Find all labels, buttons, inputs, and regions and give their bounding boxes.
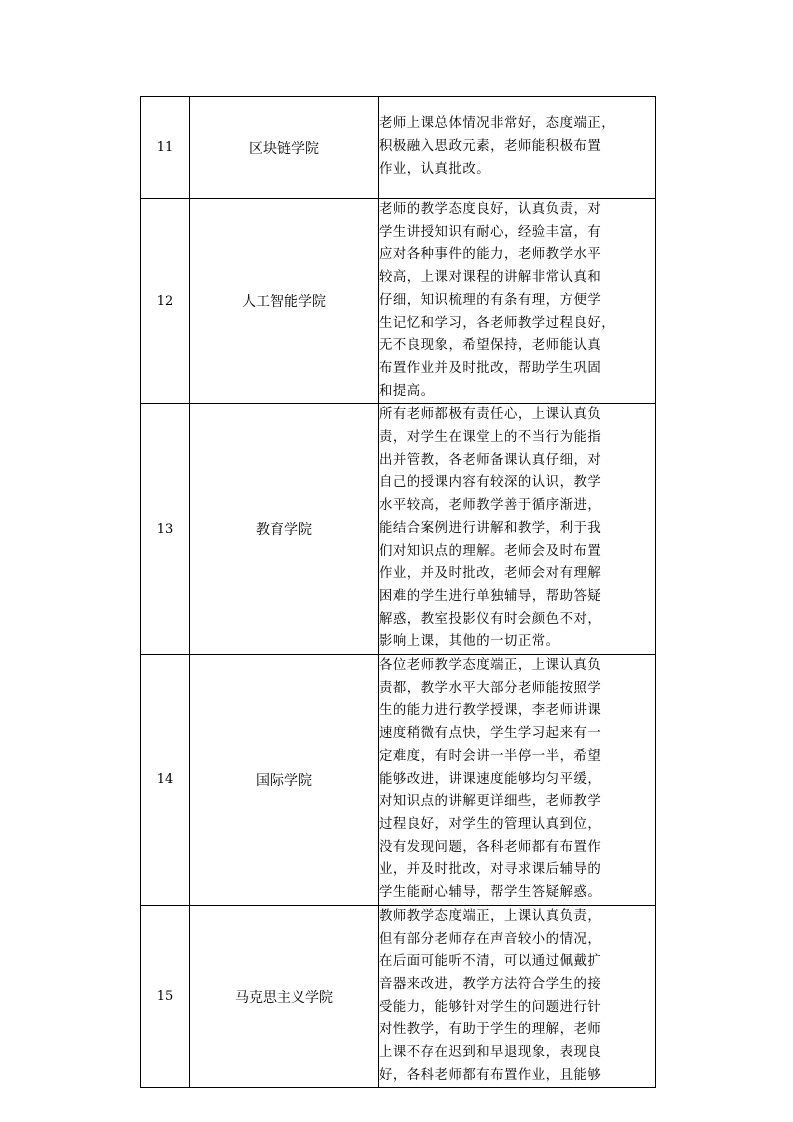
feedback-line: 对性教学，有助于学生的理解，老师 [379,1022,602,1038]
feedback-line: 责，对学生在课堂上的不当行为能指 [379,430,602,446]
feedback-line: 业，并及时批改，对寻求课后辅导的 [379,862,602,878]
feedback-line: 较高，上课对课程的讲解非常认真和 [379,270,602,286]
feedback-line: 生记忆和学习，各老师教学过程良好， [379,315,616,331]
feedback-line: 和提高。 [379,383,435,399]
feedback-line: 音器来改进，教学方法符合学生的接 [379,976,602,992]
feedback-text [379,97,656,199]
feedback-line: 但有部分老师存在声音较小的情况， [379,931,602,947]
feedback-line: 学生讲授知识有耐心，经验丰富，有 [379,224,602,240]
feedback-line: 定难度，有时会讲一半停一半，希望 [379,748,602,764]
feedback-line: 布置作业并及时批改，帮助学生巩固 [379,360,602,376]
feedback-line: 生的能力进行教学授课，李老师讲课 [379,703,602,719]
feedback-line: 学生能耐心辅导，帮学生答疑解惑。 [379,885,602,901]
row-number: 11 [141,97,190,199]
feedback-line: 速度稍微有点快，学生学习起来有一 [379,726,602,742]
feedback-line: 好，各科老师都有布置作业，且能够 [379,1067,602,1083]
feedback-line: 困难的学生进行单独辅导，帮助答疑 [379,588,602,604]
table-row [141,199,656,404]
feedback-line: 解惑，教室投影仪有时会颜色不对， [379,611,602,627]
row-number: 15 [141,905,190,1088]
table-row [141,97,656,199]
college-name: 国际学院 [190,655,379,906]
feedback-line: 老师上课总体情况非常好，态度端正， [379,116,616,132]
feedback-line: 在后面可能听不清，可以通过佩戴扩 [379,954,602,970]
feedback-line: 能够改进，讲课速度能够均匀平缓， [379,771,602,787]
feedback-text [379,655,656,906]
row-number: 14 [141,655,190,906]
feedback-line: 受能力，能够针对学生的问题进行针 [379,999,602,1015]
row-number: 13 [141,404,190,655]
feedback-line: 上课不存在迟到和早退现象，表现良 [379,1045,602,1061]
feedback-line: 教师教学态度端正，上课认真负责， [379,908,602,924]
feedback-line: 影响上课，其他的一切正常。 [379,634,560,650]
feedback-line: 水平较高，老师教学善于循序渐进， [379,498,602,514]
feedback-line: 作业，并及时批改，老师会对有理解 [379,566,602,582]
feedback-line: 对知识点的讲解更详细些，老师教学 [379,794,602,810]
feedback-line: 所有老师都极有责任心，上课认真负 [379,407,602,423]
feedback-line: 出并管教，各老师备课认真仔细，对 [379,452,602,468]
feedback-line: 作业，认真批改。 [379,161,491,177]
evaluation-table [140,96,656,1088]
feedback-line: 没有发现问题，各科老师都有布置作 [379,839,602,855]
feedback-line: 们对知识点的理解。老师会及时布置 [379,543,602,559]
feedback-line: 责都，教学水平大部分老师能按照学 [379,680,602,696]
table-row [141,905,656,1088]
college-name: 人工智能学院 [190,199,379,404]
college-name: 区块链学院 [190,97,379,199]
feedback-line: 自己的授课内容有较深的认识，教学 [379,475,602,491]
feedback-text [379,404,656,655]
row-number: 12 [141,199,190,404]
college-name: 马克思主义学院 [190,905,379,1088]
feedback-text [379,905,656,1088]
feedback-line: 老师的教学态度良好，认真负责，对 [379,202,602,217]
college-name: 教育学院 [190,404,379,655]
feedback-line: 各位老师教学态度端正，上课认真负 [379,658,602,674]
table-row [141,655,656,906]
feedback-line: 能结合案例进行讲解和教学，利于我 [379,520,602,536]
feedback-line: 无不良现象，希望保持，老师能认真 [379,338,602,354]
feedback-text [379,199,656,404]
feedback-line: 积极融入思政元素，老师能积极布置 [379,139,602,155]
feedback-line: 过程良好，对学生的管理认真到位， [379,816,602,832]
feedback-line: 应对各种事件的能力，老师教学水平 [379,247,602,263]
feedback-line: 仔细，知识梳理的有条有理，方便学 [379,292,602,308]
table-row [141,404,656,655]
